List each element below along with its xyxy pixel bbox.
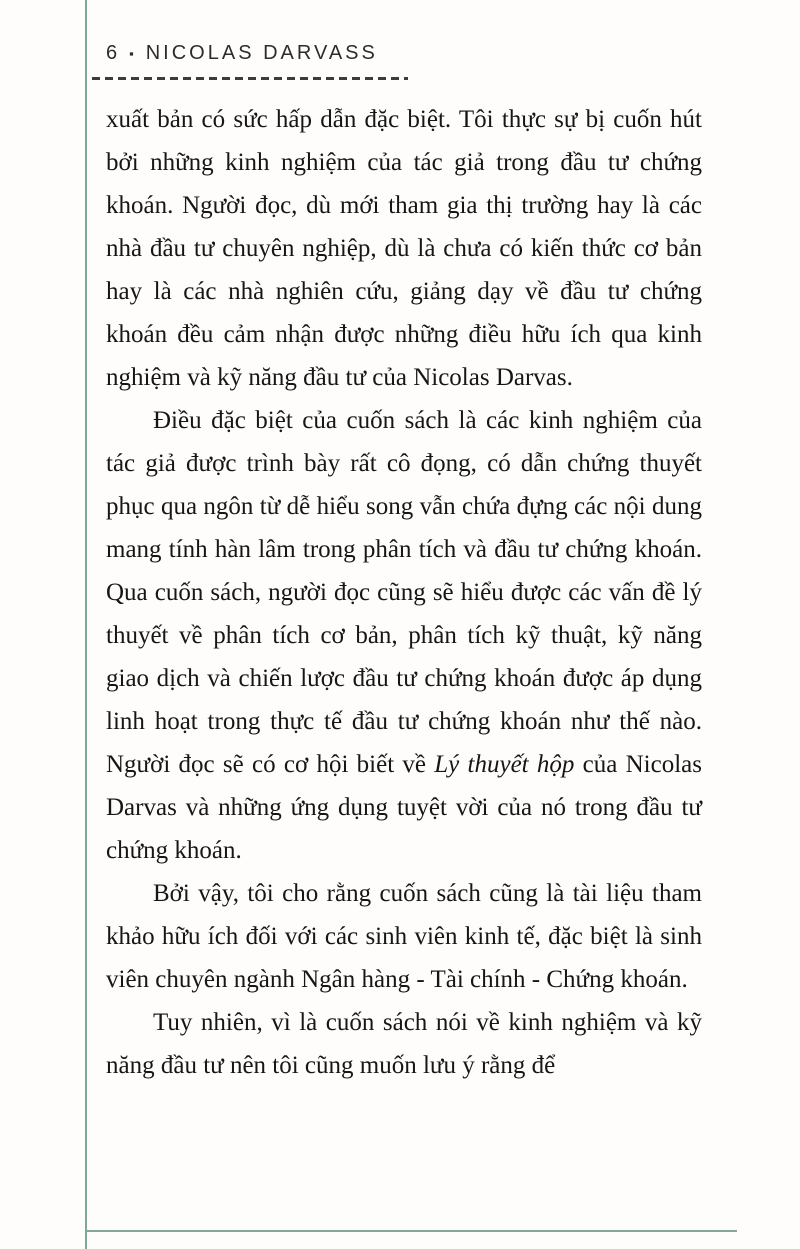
text-run: xuất bản có sức hấp dẫn đặc biệt. Tôi thực sự bị cuốn hút bởi những kinh nghiệm của tác giả trong đầu tư chứng khoán. Người đọc, dù mới tham gia thị trường hay là các nhà đầu tư chuyên nghiệp, dù là chưa có kiến thức cơ bản hay là các nhà nghiên cứu, giảng dạy về đầu tư chứng khoán đều cảm nhận được những điều hữu ích qua kinh nghiệm và kỹ năng đầu tư của Nicolas Darvas. <box>106 106 702 391</box>
square-bullet-icon: ▪ <box>129 46 134 61</box>
page-header <box>106 42 378 65</box>
page-number: 6 <box>106 42 118 64</box>
text-run: Tuy nhiên, vì là cuốn sách nói về kinh nghiệm và kỹ năng đầu tư nên tôi cũng muốn lưu ý rằng để <box>106 1009 702 1079</box>
page-body <box>106 98 702 1087</box>
text-run: Bởi vậy, tôi cho rằng cuốn sách cũng là tài liệu tham khảo hữu ích đối với các sinh viên kinh tế, đặc biệt là sinh viên chuyên ngành Ngân hàng - Tài chính - Chứng khoán. <box>106 880 702 993</box>
text-run: của Nicolas Darvas và những ứng dụng tuyệt vời của nó trong đầu tư chứng khoán. <box>106 751 702 864</box>
paragraph <box>106 399 702 872</box>
bottom-border-rule <box>85 1230 737 1232</box>
header-dashed-rule <box>92 77 408 80</box>
paragraph <box>106 872 702 1001</box>
paragraph <box>106 1001 702 1087</box>
italic-text-run: Lý thuyết hộp <box>434 751 575 778</box>
running-title: NICOLAS DARVASS <box>145 42 378 64</box>
paragraph <box>106 98 702 399</box>
text-run: Điều đặc biệt của cuốn sách là các kinh nghiệm của tác giả được trình bày rất cô đọng, có dẫn chứng thuyết phục qua ngôn từ dễ hiểu song vẫn chứa đựng các nội dung mang tính hàn lâm trong phân tích và đầu tư chứng khoán. Qua cuốn sách, người đọc cũng sẽ hiểu được các vấn đề lý thuyết về phân tích cơ bản, phân tích kỹ thuật, kỹ năng giao dịch và chiến lược đầu tư chứng khoán được áp dụng linh hoạt trong thực tế đầu tư chứng khoán như thế nào. Người đọc sẽ có cơ hội biết về <box>106 407 702 778</box>
left-border-rule <box>85 0 87 1249</box>
